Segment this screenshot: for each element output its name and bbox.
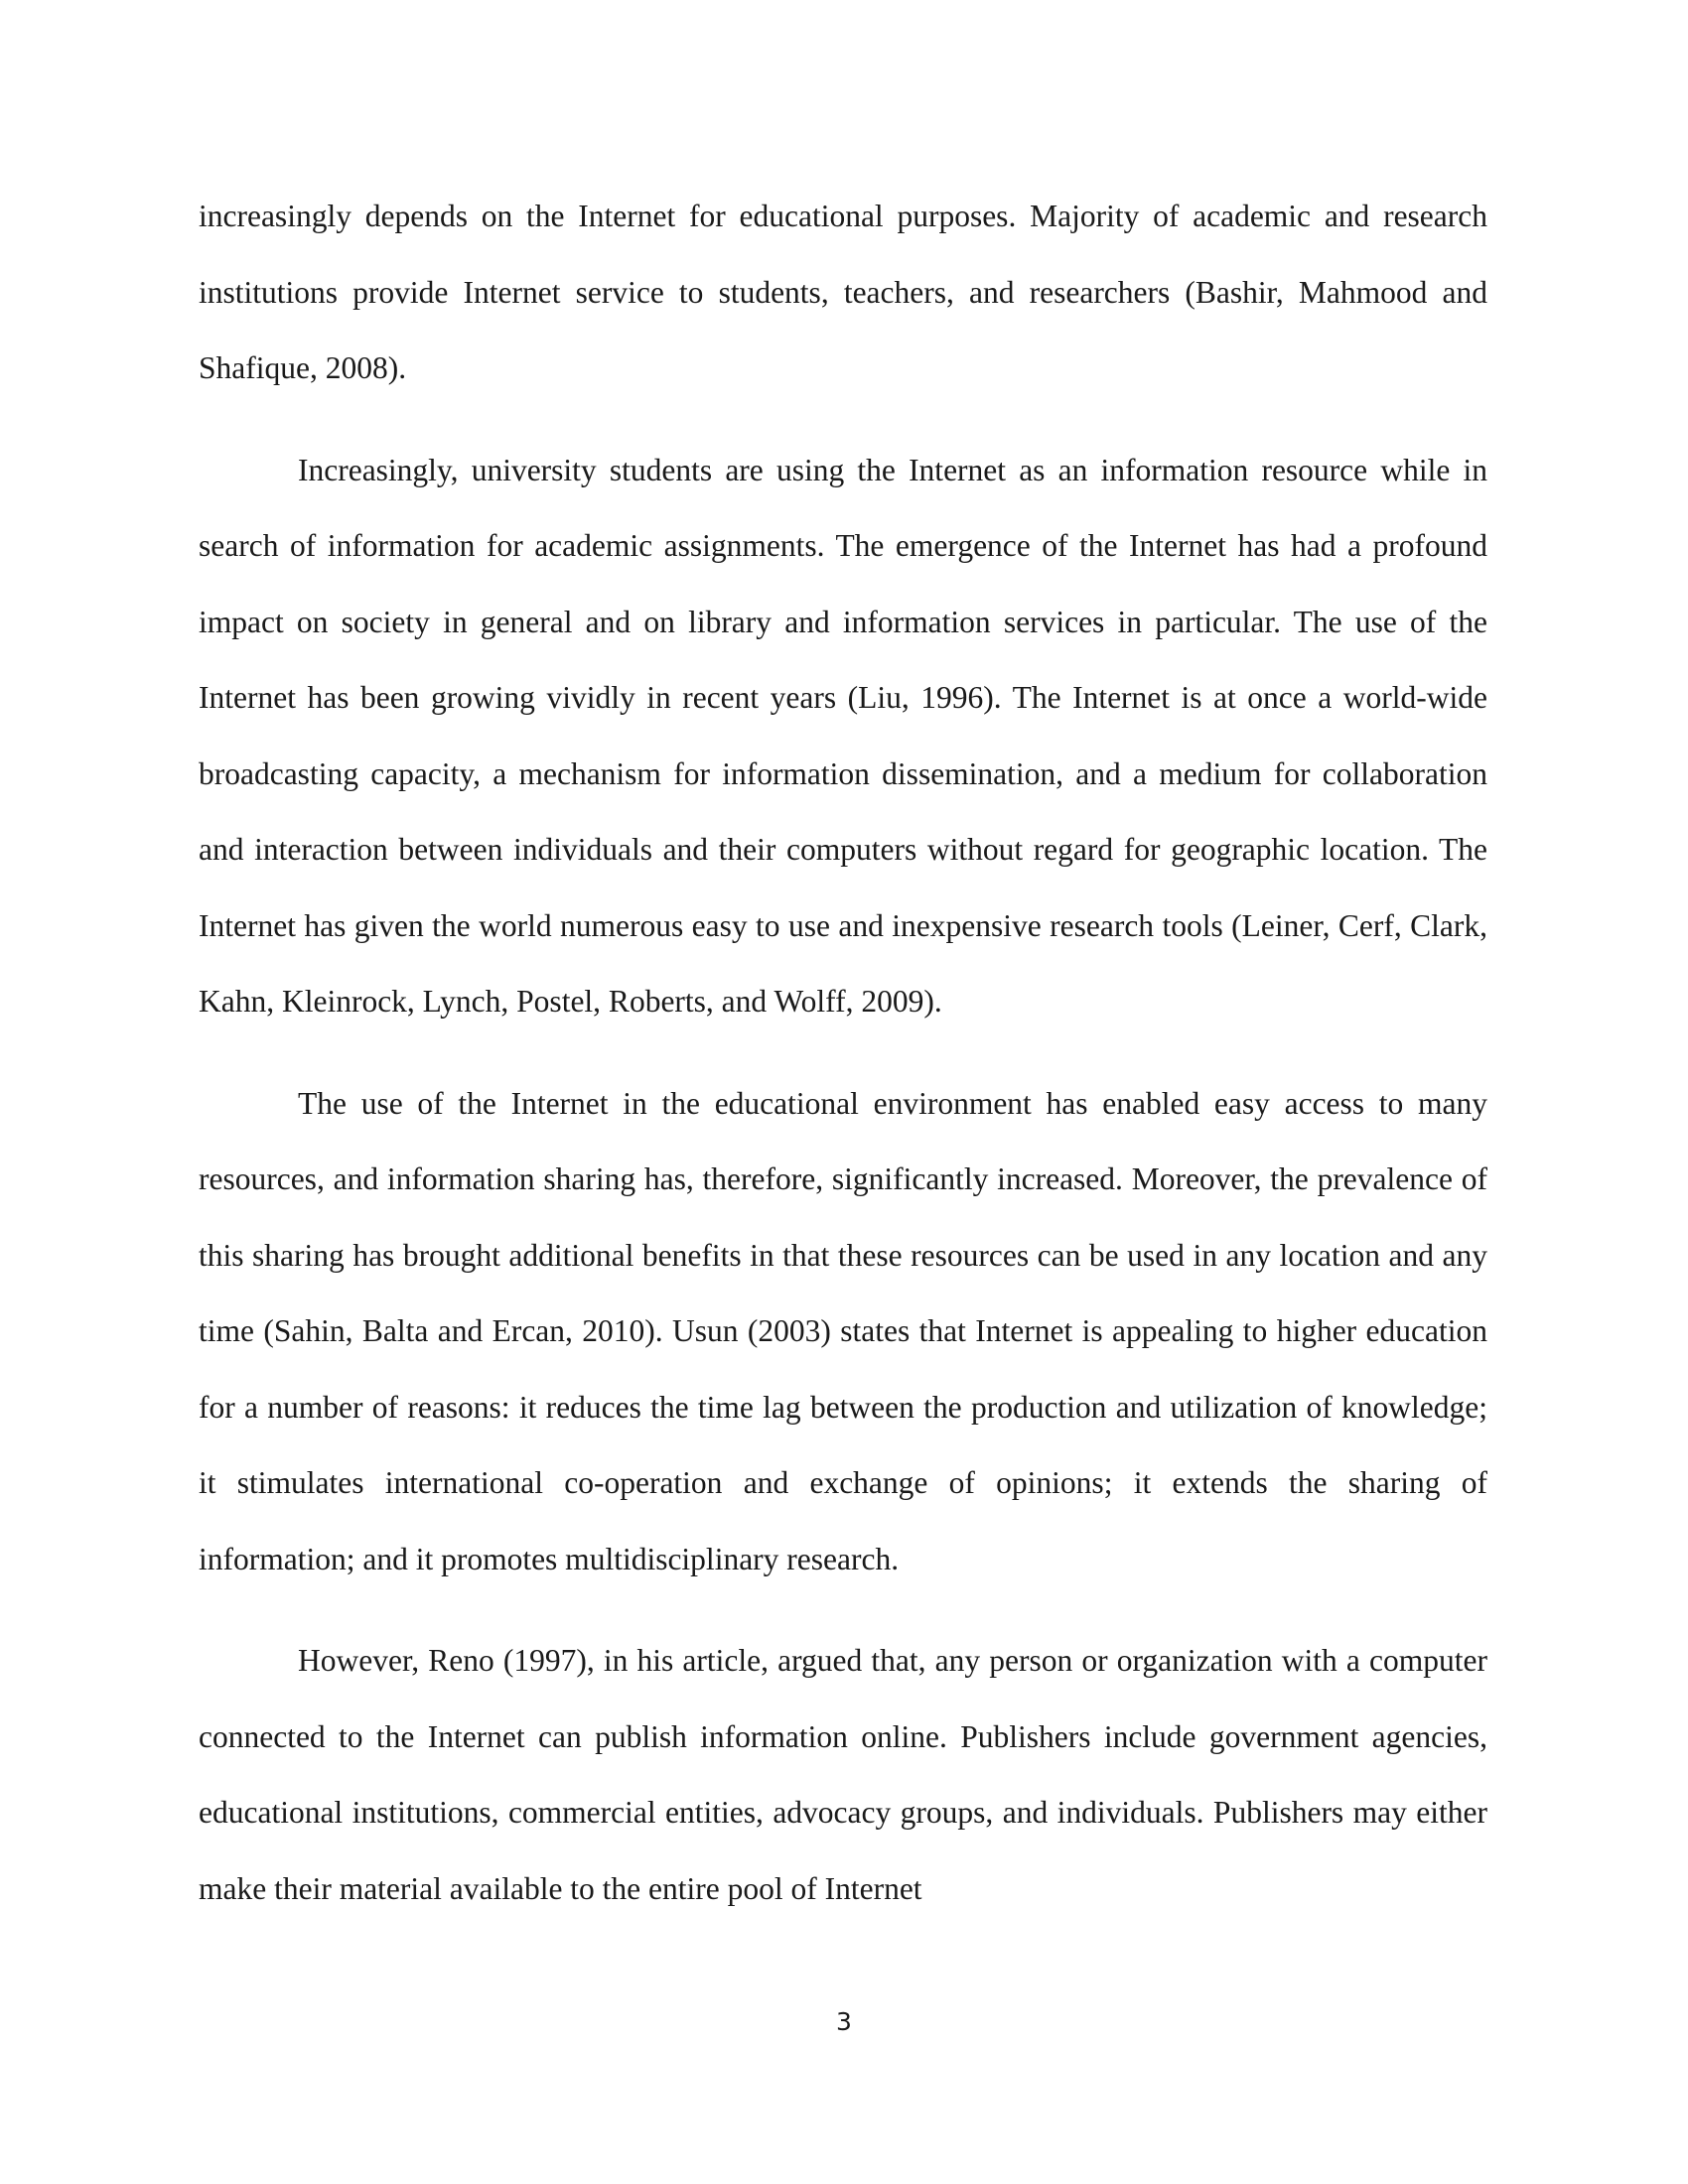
paragraph-4: However, Reno (1997), in his article, argued that, any person or organization with a computer connected to the Internet can publish information online. Publishers include government agencies, educational institutions, commercial entities, advocacy groups, and individuals. Publishers may either make their material available to the entire pool of Internet [199, 1643, 1487, 1906]
page-number: 3 [836, 2007, 852, 2036]
paragraph-2: Increasingly, university students are using the Internet as an information resource while in search of information for academic assignments. The emergence of the Internet has had a profound impact on society in general and on library and information services in particular. The use of the Internet has been growing vividly in recent years (Liu, 1996). The Internet is at once a world-wide broadcasting capacity, a mechanism for information dissemination, and a medium for collaboration and interaction between individuals and their computers without regard for geographic location. The Internet has given the world numerous easy to use and inexpensive research tools (Leiner, Cerf, Clark, Kahn, Kleinrock, Lynch, Postel, Roberts, and Wolff, 2009). [199, 452, 1487, 1019]
paragraph-3: The use of the Internet in the educational environment has enabled easy access to many resources, and information sharing has, therefore, significantly increased. Moreover, the prevalence of this sharing has brought additional benefits in that these resources can be used in any location and any time (Sahin, Balta and Ercan, 2010). Usun (2003) states that Internet is appealing to higher education for a number of reasons: it reduces the time lag between the production and utilization of knowledge; it stimulates international co-operation and exchange of opinions; it extends the sharing of information; and it promotes multidisciplinary research. [199, 1085, 1487, 1576]
paragraph-1: increasingly depends on the Internet for educational purposes. Majority of academic and research institutions provide Internet service to students, teachers, and researchers (Bashir, Mahmood and Shafique, 2008). [199, 199, 1487, 385]
document-body [199, 179, 1487, 1953]
